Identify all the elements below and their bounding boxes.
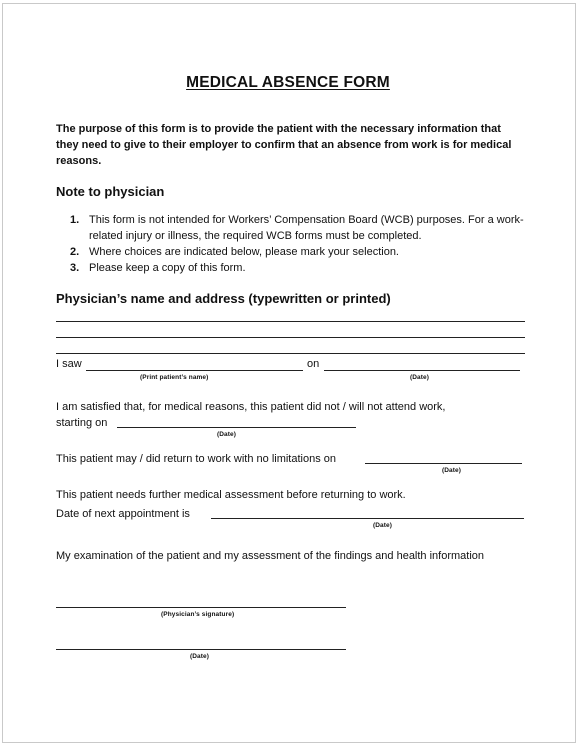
list-item-number: 3.	[70, 262, 80, 274]
return-to-work-text: This patient may / did return to work with no limitations on	[56, 453, 337, 465]
next-appointment-label: Date of next appointment is	[56, 508, 190, 520]
signature-date-caption: (Date)	[190, 653, 210, 660]
on-label: on	[307, 358, 320, 370]
signature-date-line[interactable]	[56, 649, 346, 650]
signature-caption: (Physician’s signature)	[161, 611, 235, 618]
starting-date-line[interactable]	[117, 427, 356, 428]
starting-date-caption: (Date)	[217, 431, 237, 438]
physician-address-line-3[interactable]	[56, 353, 525, 354]
physician-address-line-1[interactable]	[56, 321, 525, 322]
note-heading: Note to physician	[56, 184, 165, 199]
list-item-number: 1.	[70, 214, 80, 226]
intro-paragraph: The purpose of this form is to provide the patient with the necessary information that they need to give to their employer to confirm that an absence from work is for medical reasons.	[56, 123, 512, 167]
examination-text: My examination of the patient and my assessment of the findings and health information	[56, 550, 485, 562]
note-list	[70, 212, 530, 276]
list-item	[70, 244, 530, 260]
list-item	[70, 260, 530, 276]
return-date-caption: (Date)	[442, 467, 462, 474]
saw-date-caption: (Date)	[410, 374, 430, 381]
further-assessment-text: This patient needs further medical assessment before returning to work.	[56, 489, 406, 501]
form-title: MEDICAL ABSENCE FORM	[186, 74, 390, 91]
list-item-number: 2.	[70, 246, 80, 258]
list-item	[70, 212, 530, 244]
signature-line[interactable]	[56, 607, 346, 608]
physician-address-line-2[interactable]	[56, 337, 525, 338]
list-item-text: Please keep a copy of this form.	[89, 262, 246, 274]
next-appointment-line[interactable]	[211, 518, 524, 519]
next-appointment-caption: (Date)	[373, 522, 393, 529]
list-item-text: Where choices are indicated below, please mark your selection.	[89, 246, 399, 258]
list-item-text: This form is not intended for Workers’ Compensation Board (WCB) purposes. For a work-related injury or illness, the required WCB forms must be completed.	[89, 214, 524, 242]
patient-name-caption: (Print patient’s name)	[140, 374, 209, 381]
satisfied-text: I am satisfied that, for medical reasons, this patient did not / will not attend work,	[56, 401, 446, 413]
form-page	[2, 3, 576, 743]
i-saw-label: I saw	[56, 358, 82, 370]
starting-on-label: starting on	[56, 417, 108, 429]
patient-name-line[interactable]	[86, 370, 303, 371]
return-date-line[interactable]	[365, 463, 522, 464]
physician-heading: Physician’s name and address (typewritten or printed)	[56, 291, 391, 306]
saw-date-line[interactable]	[324, 370, 520, 371]
